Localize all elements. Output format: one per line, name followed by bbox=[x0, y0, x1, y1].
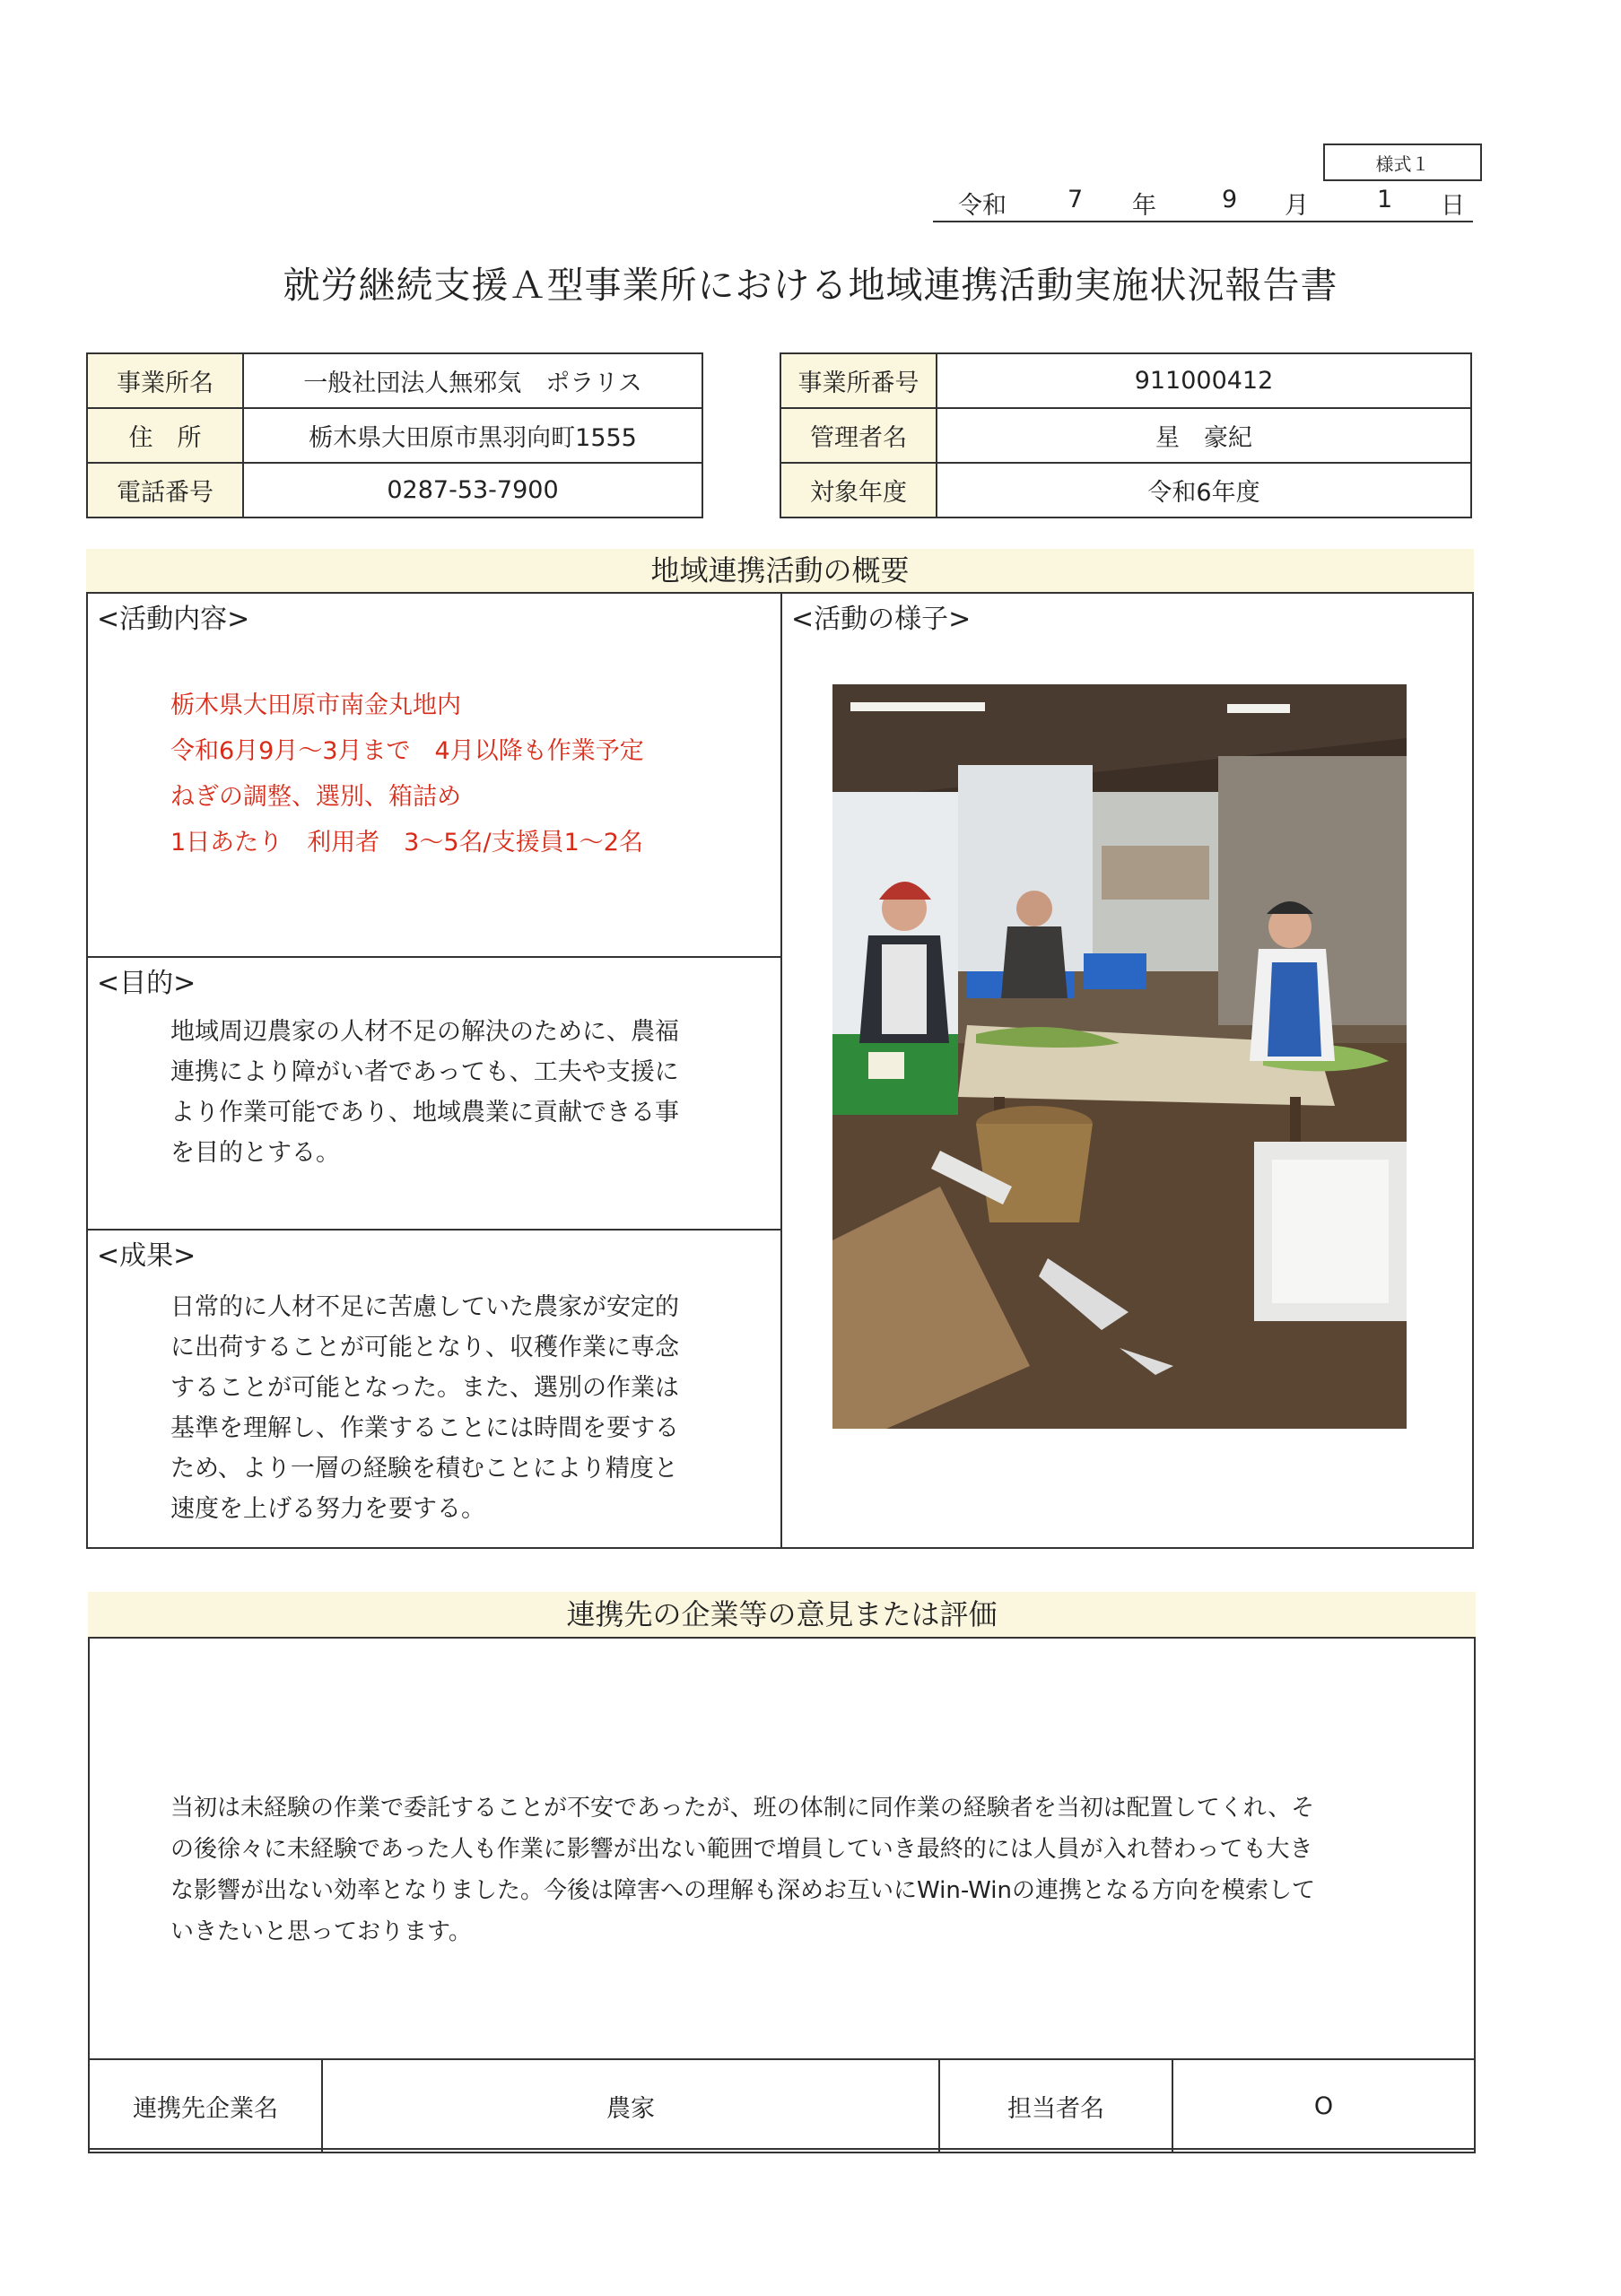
result-line: 速度を上げる努力を要する。 bbox=[170, 1495, 485, 1523]
table-row bbox=[780, 463, 1471, 517]
manager-label: 管理者名 bbox=[780, 408, 937, 463]
phone-label: 電話番号 bbox=[87, 463, 243, 517]
overview-heading: 地域連携活動の概要 bbox=[86, 549, 1474, 594]
date-year: 7 bbox=[1068, 186, 1084, 213]
activity-line: 令和6月9月～3月まで 4月以降も作業予定 bbox=[170, 737, 644, 765]
activity-line: ねぎの調整、選別、箱詰め bbox=[170, 783, 461, 811]
manager-value: 星 豪紀 bbox=[937, 408, 1471, 463]
result-line: 基準を理解し、作業することには時間を要する bbox=[170, 1414, 679, 1442]
table-row bbox=[780, 408, 1471, 463]
date-year-unit: 年 bbox=[1132, 192, 1156, 220]
date-month: 9 bbox=[1222, 186, 1238, 213]
fiscal-year-value: 令和6年度 bbox=[937, 463, 1471, 517]
office-name-label: 事業所名 bbox=[87, 353, 243, 408]
address-value: 栃木県大田原市黒羽向町1555 bbox=[243, 408, 702, 463]
result-line: することが可能となった。また、選別の作業は bbox=[170, 1374, 679, 1402]
table-row bbox=[87, 463, 702, 517]
purpose-content bbox=[170, 1012, 679, 1173]
result-label: <成果> bbox=[97, 1240, 196, 1272]
partner-table bbox=[88, 2058, 1476, 2153]
date-day: 1 bbox=[1377, 186, 1393, 213]
office-info-table bbox=[86, 352, 703, 518]
report-date bbox=[933, 182, 1473, 222]
photo-illustration bbox=[832, 684, 1407, 1429]
activity-label: <活動内容> bbox=[97, 604, 250, 635]
fiscal-year-label: 対象年度 bbox=[780, 463, 937, 517]
activity-line: 栃木県大田原市南金丸地内 bbox=[170, 691, 461, 719]
result-content bbox=[170, 1287, 679, 1529]
purpose-line: より作業可能であり、地域農業に貢献できる事 bbox=[170, 1099, 679, 1126]
evaluation-line: な影響が出ない効率となりました。今後は障害への理解も深めお互いにWin-Winの連携となる方向を模索して bbox=[170, 1877, 1316, 1904]
table-row bbox=[89, 2059, 1475, 2152]
activity-content bbox=[170, 683, 644, 865]
form-number: 様式１ bbox=[1323, 144, 1482, 181]
date-month-unit: 月 bbox=[1285, 192, 1309, 220]
activity-line: 1日あたり 利用者 3～5名/支援員1～2名 bbox=[170, 829, 643, 857]
purpose-line: 連携により障がい者であっても、工夫や支援に bbox=[170, 1058, 679, 1086]
result-line: に出荷することが可能となり、収穫作業に専念 bbox=[170, 1334, 679, 1361]
result-line: ため、より一層の経験を積むことにより精度と bbox=[170, 1455, 678, 1483]
photo-label: <活動の様子> bbox=[791, 604, 972, 635]
evaluation-heading: 連携先の企業等の意見または評価 bbox=[88, 1592, 1476, 1639]
office-detail-table bbox=[780, 352, 1472, 518]
contact-name-value: O bbox=[1172, 2059, 1475, 2152]
date-era: 令和 bbox=[958, 192, 1007, 220]
activity-photo bbox=[832, 684, 1407, 1429]
result-line: 日常的に人材不足に苦慮していた農家が安定的 bbox=[170, 1293, 679, 1321]
office-number-value: 911000412 bbox=[937, 353, 1471, 408]
office-number-label: 事業所番号 bbox=[780, 353, 937, 408]
page-title: 就労継続支援Ａ型事業所における地域連携活動実施状況報告書 bbox=[283, 264, 1338, 307]
evaluation-content bbox=[170, 1787, 1315, 1952]
address-label: 住 所 bbox=[87, 408, 243, 463]
date-day-unit: 日 bbox=[1441, 192, 1465, 220]
evaluation-line: いきたいと思っております。 bbox=[170, 1918, 472, 1945]
purpose-label: <目的> bbox=[97, 968, 196, 999]
purpose-line: を目的とする。 bbox=[170, 1139, 340, 1167]
table-row bbox=[780, 353, 1471, 408]
divider bbox=[86, 956, 782, 958]
divider bbox=[86, 1229, 782, 1231]
partner-name-label: 連携先企業名 bbox=[89, 2059, 322, 2152]
purpose-line: 地域周辺農家の人材不足の解決のために、農福 bbox=[170, 1018, 679, 1046]
office-name-value: 一般社団法人無邪気 ポラリス bbox=[243, 353, 702, 408]
partner-name-value: 農家 bbox=[322, 2059, 939, 2152]
evaluation-line: 当初は未経験の作業で委託することが不安であったが、班の体制に同作業の経験者を当初は配置してくれ、そ bbox=[170, 1795, 1315, 1822]
column-divider bbox=[780, 593, 782, 1549]
evaluation-line: の後徐々に未経験であった人も作業に影響が出ない範囲で増員していき最終的には人員が入れ替わっても大き bbox=[170, 1836, 1313, 1863]
table-row bbox=[87, 408, 702, 463]
phone-value: 0287-53-7900 bbox=[243, 463, 702, 517]
table-row bbox=[87, 353, 702, 408]
contact-name-label: 担当者名 bbox=[939, 2059, 1172, 2152]
